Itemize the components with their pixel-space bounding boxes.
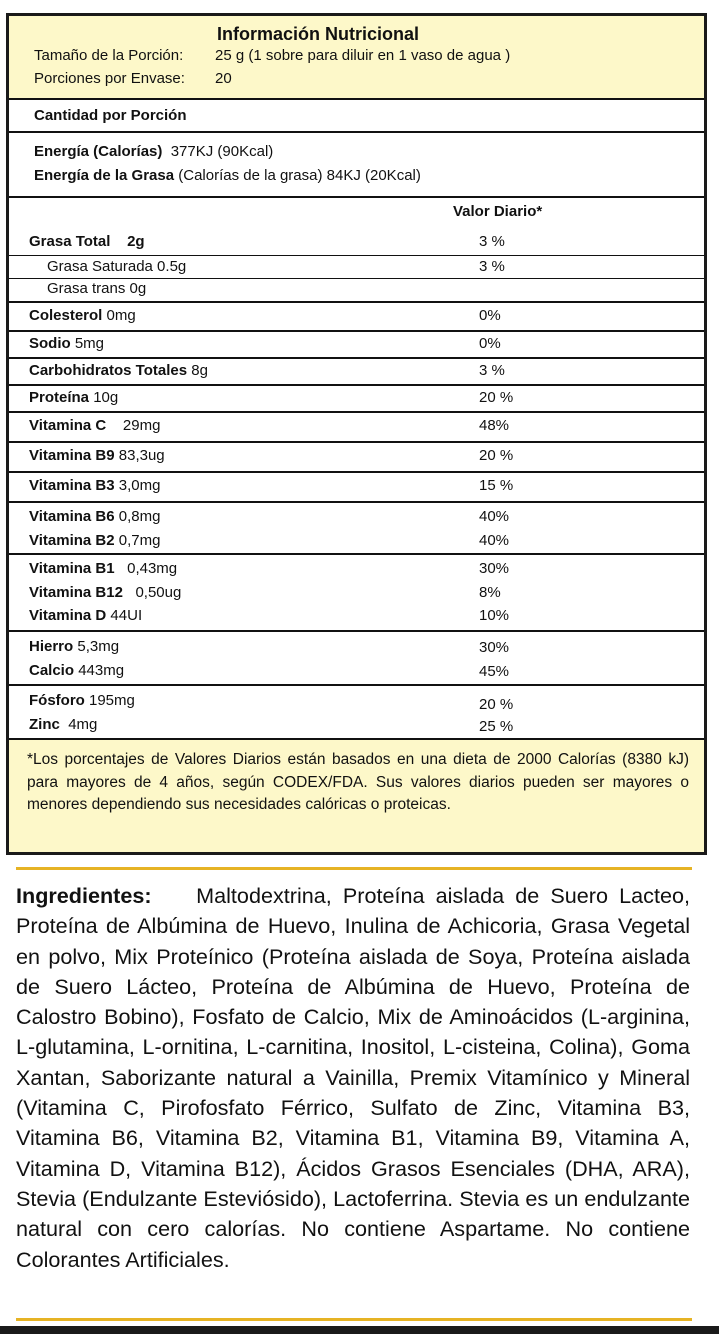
daily-value-footnote: *Los porcentajes de Valores Diarios están basados en una dieta de 2000 Calorías (8380 kJ) para mayores de 4 años, según CODEX/FDA. Sus valores diarios pueden ser mayores o menores dependiendo sus necesidades calóricas o proteicas. — [27, 751, 689, 813]
nutrient-name: Calcio — [29, 662, 75, 679]
table-row — [9, 555, 704, 580]
nutrient-name: Grasa Total — [29, 233, 111, 250]
daily-value-percent: 30% — [479, 639, 510, 656]
nutrient-name: Vitamina D — [29, 607, 107, 624]
divider — [9, 98, 704, 100]
divider — [9, 196, 704, 198]
nutrient-amount: 0,8mg — [118, 508, 161, 525]
nutrient-name: Proteína — [29, 389, 90, 406]
nutrient-amount: 5mg — [74, 335, 105, 352]
nutrient-name: Vitamina B2 — [29, 532, 115, 549]
nutrient-name: Carbohidratos Totales — [29, 362, 188, 379]
table-row — [9, 386, 704, 413]
nutrition-header — [9, 16, 704, 98]
daily-value-percent: 45% — [479, 663, 510, 680]
daily-value-percent: 40% — [479, 508, 510, 525]
servings-per-container-label: Porciones por Envase: — [34, 70, 185, 87]
nutrient-name: Hierro — [29, 638, 74, 655]
nutrition-facts-panel — [6, 13, 707, 855]
accent-divider — [16, 867, 692, 870]
accent-divider — [16, 1318, 692, 1321]
table-row — [9, 686, 704, 713]
table-row — [9, 580, 704, 604]
ingredients-label: Ingredientes: — [16, 883, 152, 908]
nutrient-amount: 0mg — [106, 307, 136, 324]
daily-value-percent: 20 % — [479, 696, 514, 713]
energy-value: 377KJ (90Kcal) — [170, 143, 274, 160]
table-row — [9, 632, 704, 657]
nutrient-amount: 2g — [127, 233, 145, 250]
nutrient-name: Vitamina B12 — [29, 584, 123, 601]
daily-value-percent: 20 % — [479, 389, 514, 406]
table-row — [9, 657, 704, 682]
table-row — [9, 473, 704, 501]
fat-energy-row — [34, 167, 421, 185]
serving-size-label: Tamaño de la Porción: — [34, 47, 184, 64]
nutrient-name: Grasa Saturada 0.5g — [47, 258, 187, 275]
daily-value-percent: 25 % — [479, 718, 514, 735]
daily-value-percent: 20 % — [479, 447, 514, 464]
table-row — [9, 229, 704, 255]
table-row — [9, 279, 704, 301]
servings-per-container-value: 20 — [215, 70, 232, 87]
nutrient-name: Vitamina C — [29, 417, 107, 434]
nutrient-amount: 44UI — [110, 607, 143, 624]
daily-value-percent: 48% — [479, 417, 510, 434]
table-row — [9, 528, 704, 552]
table-row — [9, 256, 704, 278]
nutrient-amount: 0,7mg — [118, 532, 161, 549]
daily-value-percent: 10% — [479, 607, 510, 624]
nutrient-name: Vitamina B3 — [29, 477, 115, 494]
nutrient-amount: 195mg — [89, 692, 135, 709]
amount-per-serving-label: Cantidad por Porción — [34, 107, 187, 124]
table-row — [9, 359, 704, 386]
table-row — [9, 303, 704, 330]
nutrient-name: Grasa trans 0g — [47, 280, 147, 297]
nutrient-amount: 443mg — [78, 662, 125, 679]
nutrient-name: Fósforo — [29, 692, 85, 709]
nutrient-amount: 3,0mg — [118, 477, 161, 494]
nutrient-name: Zinc — [29, 716, 60, 733]
energy-row — [34, 143, 273, 161]
fat-energy-label: Energía de la Grasa — [34, 167, 175, 184]
daily-value-percent: 15 % — [479, 477, 514, 494]
daily-value-header: Valor Diario* — [453, 203, 543, 220]
ingredients-text: Maltodextrina, Proteína aislada de Suero Lacteo, Proteína de Albúmina de Huevo, Inulina de Achicoria, Grasa Vegetal en polvo, Mix Proteínico (Proteína aislada de Soya, Proteína aislada de Suero Lácteo, Proteína de Albúmina de Huevo, Proteína de Calostro Bobino), Fosfato de Calcio, Mix de Aminoácidos (L-arginina, L-glutamina, L-ornitina, L-carnitina, Inositol, L-cisteina, Colina), Goma Xantan, Saborizante natural a Vainilla, Premix Vitamínico y Mineral (Vitamina C, Pirofosfato Férrico, Sulfato de Zinc, Vitamina B3, Vitamina B6, Vitamina B2, Vitamina B1, Vitamina B9, Vitamina A, Vitamina D, Vitamina B12), Ácidos Grasos Esenciales (DHA, ARA), Stevia (Endulzante Esteviósido), Lactoferrina. Stevia es un endulzante natural con cero calorías. No contiene Aspartame. No contiene Colorantes Artificiales. — [16, 883, 690, 1272]
fat-energy-value: (Calorías de la grasa) 84KJ (20Kcal) — [178, 167, 421, 184]
nutrient-name: Sodio — [29, 335, 71, 352]
table-row — [9, 332, 704, 359]
daily-value-percent: 40% — [479, 532, 510, 549]
nutrition-title: Información Nutricional — [217, 24, 420, 44]
nutrient-amount: 8g — [191, 362, 208, 379]
nutrient-amount: 83,3ug — [118, 447, 165, 464]
nutrient-amount: 0,43mg — [127, 560, 178, 577]
daily-value-percent: 3 % — [479, 233, 505, 250]
bottom-border — [0, 1326, 719, 1334]
ingredients-block — [16, 881, 690, 1275]
daily-value-percent: 8% — [479, 584, 501, 601]
table-row — [9, 503, 704, 528]
daily-value-percent: 3 % — [479, 362, 505, 379]
daily-value-percent: 3 % — [479, 258, 505, 275]
nutrient-name: Vitamina B1 — [29, 560, 115, 577]
energy-label: Energía (Calorías) — [34, 143, 163, 160]
daily-value-percent: 0% — [479, 307, 501, 324]
nutrient-name: Vitamina B9 — [29, 447, 115, 464]
table-row — [9, 413, 704, 441]
nutrient-amount: 29mg — [122, 417, 161, 434]
nutrient-name: Colesterol — [29, 307, 103, 324]
table-row — [9, 443, 704, 471]
daily-value-percent: 0% — [479, 335, 501, 352]
table-row — [9, 710, 704, 734]
nutrient-name: Vitamina B6 — [29, 508, 115, 525]
daily-value-percent: 30% — [479, 560, 510, 577]
nutrient-amount: 5,3mg — [77, 638, 120, 655]
divider — [9, 131, 704, 133]
nutrient-amount: 0,50ug — [135, 584, 182, 601]
nutrient-amount: 10g — [93, 389, 119, 406]
nutrient-amount: 4mg — [68, 716, 98, 733]
serving-size-value: 25 g (1 sobre para diluir en 1 vaso de agua ) — [215, 47, 511, 64]
table-row — [9, 604, 704, 628]
